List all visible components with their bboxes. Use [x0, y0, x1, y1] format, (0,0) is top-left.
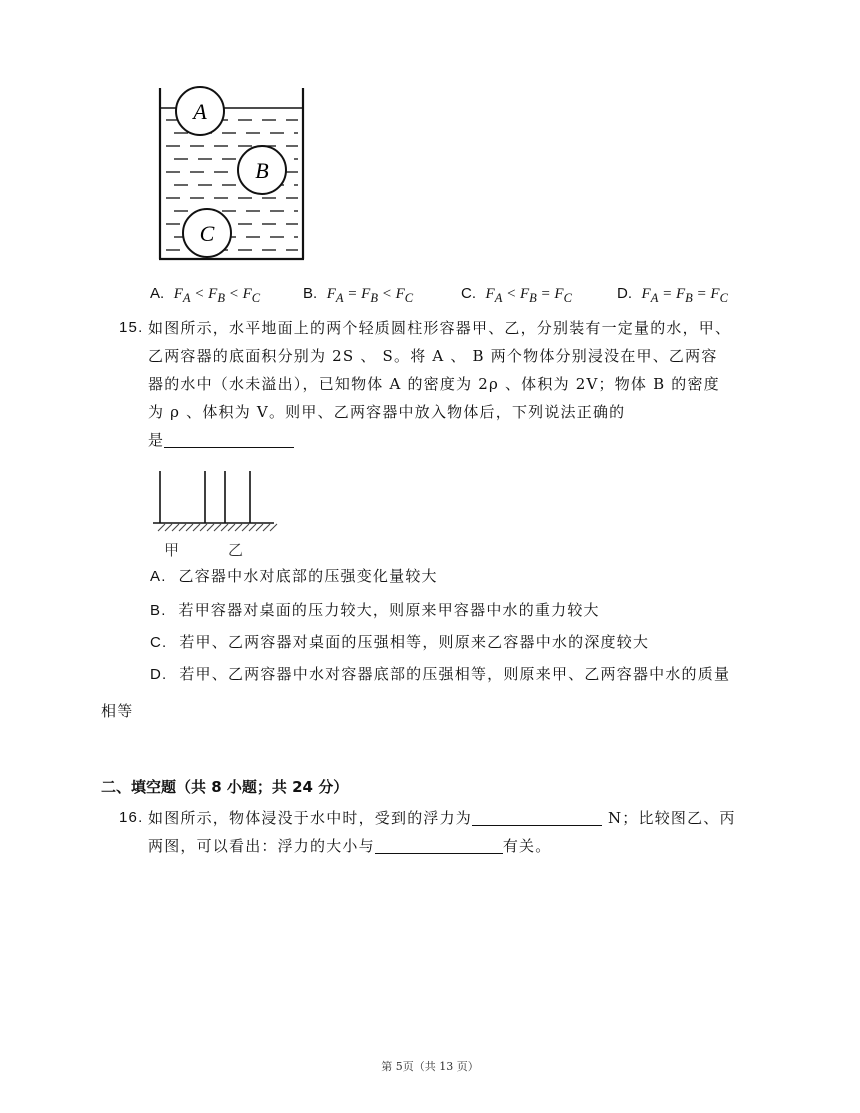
q14-option-a-formula: $F_A < F_B < F_C$	[173, 286, 261, 305]
figure-two-containers	[150, 465, 280, 559]
q15-option-d-continuation: 相等	[101, 702, 134, 720]
q15-line-3: 器的水中（水未溢出），已知物体 A 的密度为 2ρ 、体积为 2V；物体 B 的密度	[148, 375, 720, 393]
q15-line-4: 为 ρ 、体积为 V。则甲、乙两容器中放入物体后，下列说法正确的	[148, 403, 626, 421]
svg-text:B: B	[255, 158, 269, 183]
q14-option-d-formula: $F_A = F_B = F_C$	[641, 286, 728, 305]
q15-line-5: 是	[148, 426, 294, 454]
q16-blank-2[interactable]	[375, 835, 503, 854]
q14-option-c-formula: $F_A < F_B = F_C$	[485, 286, 572, 305]
q15-number: 15.	[119, 319, 144, 336]
q14-option-d: D. $F_A = F_B = F_C$	[617, 285, 728, 305]
q14-option-b-formula: $F_A = F_B < F_C$	[326, 286, 414, 305]
svg-text:C: C	[199, 221, 215, 246]
ball-c	[183, 209, 231, 257]
label-jia: 甲	[164, 541, 180, 559]
ball-b	[238, 146, 286, 194]
q14-option-a: A. $F_A < F_B < F_C$	[150, 285, 261, 305]
q16-blank-1[interactable]	[472, 807, 602, 826]
q15-line-2: 乙两容器的底面积分别为 2S 、 S。将 A 、 B 两个物体分别浸没在甲、乙两容	[148, 347, 718, 365]
q15-option-c: C. 若甲、乙两容器对桌面的压强相等，则原来乙容器中水的深度较大	[150, 633, 650, 651]
q14-option-c: C. $F_A < F_B = F_C$	[461, 285, 572, 305]
q15-option-a: A. 乙容器中水对底部的压强变化量较大	[150, 567, 438, 585]
q16-line-2: 两图，可以看出：浮力的大小与 有关。	[148, 837, 552, 855]
q16-number: 16.	[119, 809, 144, 826]
q15-option-d: D. 若甲、乙两容器中水对容器底部的压强相等，则原来甲、乙两容器中水的质量	[150, 665, 731, 683]
label-yi: 乙	[228, 541, 244, 559]
page-footer: 第 5页（共 13 页）	[381, 1060, 479, 1073]
q14-option-b: B. $F_A = F_B < F_C$	[303, 285, 414, 305]
q15-option-b: B. 若甲容器对桌面的压力较大，则原来甲容器中水的重力较大	[150, 601, 600, 619]
ball-a	[176, 87, 224, 135]
section-title: 二、填空题（共 8 小题；共 24 分）	[101, 778, 349, 796]
svg-text:A: A	[193, 99, 207, 124]
q15-line-1: 如图所示，水平地面上的两个轻质圆柱形容器甲、乙，分别装有一定量的水，甲、	[148, 319, 732, 337]
figure-container-balls	[150, 82, 312, 272]
q16-line-1: 如图所示，物体浸没于水中时，受到的浮力为 N；比较图乙、丙	[148, 809, 736, 827]
q15-answer-blank[interactable]	[164, 429, 294, 448]
